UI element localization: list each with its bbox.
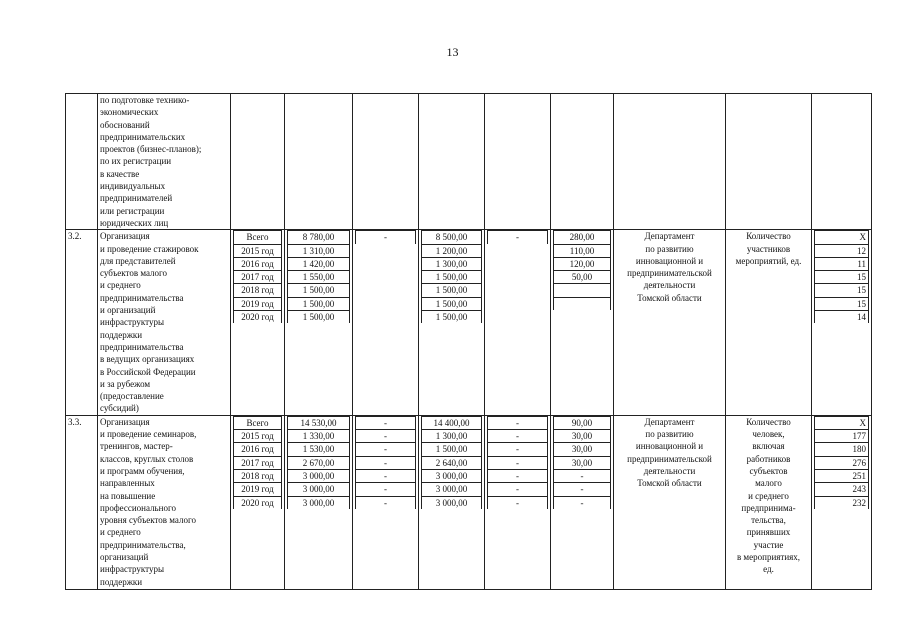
amount-cell: 3 000,00 [422,496,482,509]
col7-list [553,416,611,509]
year-cell: Всего [234,231,282,244]
year-cell: 2016 год [234,257,282,270]
table-row [66,415,872,589]
program-table [65,93,872,590]
amount-cell: 1 500,00 [422,284,482,297]
year-cell: 2016 год [234,443,282,456]
indicator-values [814,416,869,509]
amount-cell: 1 330,00 [288,430,350,443]
amount-cell: 14 400,00 [422,416,482,429]
amount-cell: 90,00 [554,416,611,429]
amount-cell: - [488,483,548,496]
amount-cell: 120,00 [554,257,611,270]
indicator-value: 232 [815,496,869,509]
amount-cell: 1 420,00 [288,257,350,270]
amount-cell: - [488,416,548,429]
table-row [66,230,872,415]
indicator-value: 251 [815,469,869,482]
amount-cell: 3 000,00 [288,469,350,482]
amount-cell: - [554,496,611,509]
row-title: Организация и проведение стажировок для представителей субъектов малого и среднего предпринимательства и организаций инфраструктуры поддержки предпринимательства в ведущих организациях в Российской Федерации и за рубежом (предоставление субсидий) [98,230,231,415]
amount-cell: 1 530,00 [288,443,350,456]
amount-cell: 1 550,00 [288,271,350,284]
years-list [233,416,282,509]
year-cell: Всего [234,416,282,429]
amount-cell: 3 000,00 [288,483,350,496]
amount-cell: - [488,430,548,443]
indicator-value: 177 [815,430,869,443]
indicator-value: 276 [815,456,869,469]
amount-cell: 8 780,00 [288,231,350,244]
page-number: 13 [446,45,459,59]
amount-cell: 110,00 [554,244,611,257]
col5-list [421,416,482,509]
amount-cell: 1 500,00 [422,271,482,284]
col7-list [553,230,611,310]
indicator-value: 15 [815,297,869,310]
amount-cell: 30,00 [554,456,611,469]
indicator-value: 12 [815,244,869,257]
indicator-value: Х [815,231,869,244]
amount-cell: - [356,443,416,456]
amount-cell: - [356,469,416,482]
row-number: 3.3. [66,415,98,589]
year-cell: 2019 год [234,483,282,496]
col4-list [355,416,416,509]
year-cell: 2018 год [234,284,282,297]
amount-cell: 1 500,00 [288,297,350,310]
department: Департамент по развитию инновационной и предпринимательской деятельности Томской области [614,230,726,415]
year-cell: 2019 год [234,297,282,310]
amount-cell: 1 300,00 [422,430,482,443]
amount-cell: 14 530,00 [288,416,350,429]
amount-cell: 3 000,00 [422,469,482,482]
amount-cell: 8 500,00 [422,231,482,244]
amount-cell: 1 310,00 [288,244,350,257]
indicator-value: 15 [815,284,869,297]
amount-cell: 1 200,00 [422,244,482,257]
amount-cell: 30,00 [554,430,611,443]
amount-cell: 280,00 [554,231,611,244]
col6-list [487,230,548,243]
amount-cell: - [356,483,416,496]
amount-cell: - [488,443,548,456]
year-cell: 2020 год [234,311,282,324]
indicator-value: 180 [815,443,869,456]
amount-cell [554,297,611,310]
amount-cell: 3 000,00 [422,483,482,496]
amount-cell: 1 500,00 [422,297,482,310]
amount-cell: - [356,416,416,429]
row-number: 3.2. [66,230,98,415]
year-cell: 2017 год [234,271,282,284]
col4-list [355,230,416,243]
total-list [287,230,350,323]
indicator-name: Количество человек, включая работников субъектов малого и среднего предпринима- тельства, принявших участие в мероприятиях, ед. [726,415,812,589]
continuation-row [66,94,872,230]
amount-cell: 1 500,00 [288,284,350,297]
amount-cell: - [356,430,416,443]
indicator-name: Количество участников мероприятий, ед. [726,230,812,415]
amount-cell: - [356,231,416,244]
row-title: Организация и проведение семинаров, тренингов, мастер- классов, круглых столов и программ обучения, направленных на повышение профессионального уровня субъектов малого и среднего предпринимательства, организаций инфраструктуры поддержки [98,415,231,589]
amount-cell: - [488,469,548,482]
amount-cell: - [554,483,611,496]
col6-list [487,416,548,509]
amount-cell [554,284,611,297]
amount-cell: 1 500,00 [422,311,482,324]
year-cell: 2015 год [234,430,282,443]
amount-cell: - [356,456,416,469]
indicator-values [814,230,869,323]
amount-cell: - [554,469,611,482]
year-cell: 2017 год [234,456,282,469]
amount-cell: 2 670,00 [288,456,350,469]
total-list [287,416,350,509]
continuation-text: по подготовке технико- экономических обоснований предпринимательских проектов (бизнес-планов); по их регистрации в качестве индивидуальных предпринимателей или регистрации юридических лиц [98,94,231,230]
amount-cell: 1 300,00 [422,257,482,270]
indicator-value: 11 [815,257,869,270]
amount-cell: - [488,496,548,509]
indicator-value: 14 [815,311,869,324]
department: Департамент по развитию инновационной и предпринимательской деятельности Томской области [614,415,726,589]
indicator-value: 243 [815,483,869,496]
amount-cell: - [356,496,416,509]
amount-cell: 1 500,00 [422,443,482,456]
years-list [233,230,282,323]
indicator-value: Х [815,416,869,429]
amount-cell: 50,00 [554,271,611,284]
amount-cell: 30,00 [554,443,611,456]
indicator-value: 15 [815,271,869,284]
amount-cell: 1 500,00 [288,311,350,324]
amount-cell: 2 640,00 [422,456,482,469]
amount-cell: - [488,231,548,244]
amount-cell: - [488,456,548,469]
amount-cell: 3 000,00 [288,496,350,509]
col5-list [421,230,482,323]
year-cell: 2015 год [234,244,282,257]
year-cell: 2020 год [234,496,282,509]
year-cell: 2018 год [234,469,282,482]
